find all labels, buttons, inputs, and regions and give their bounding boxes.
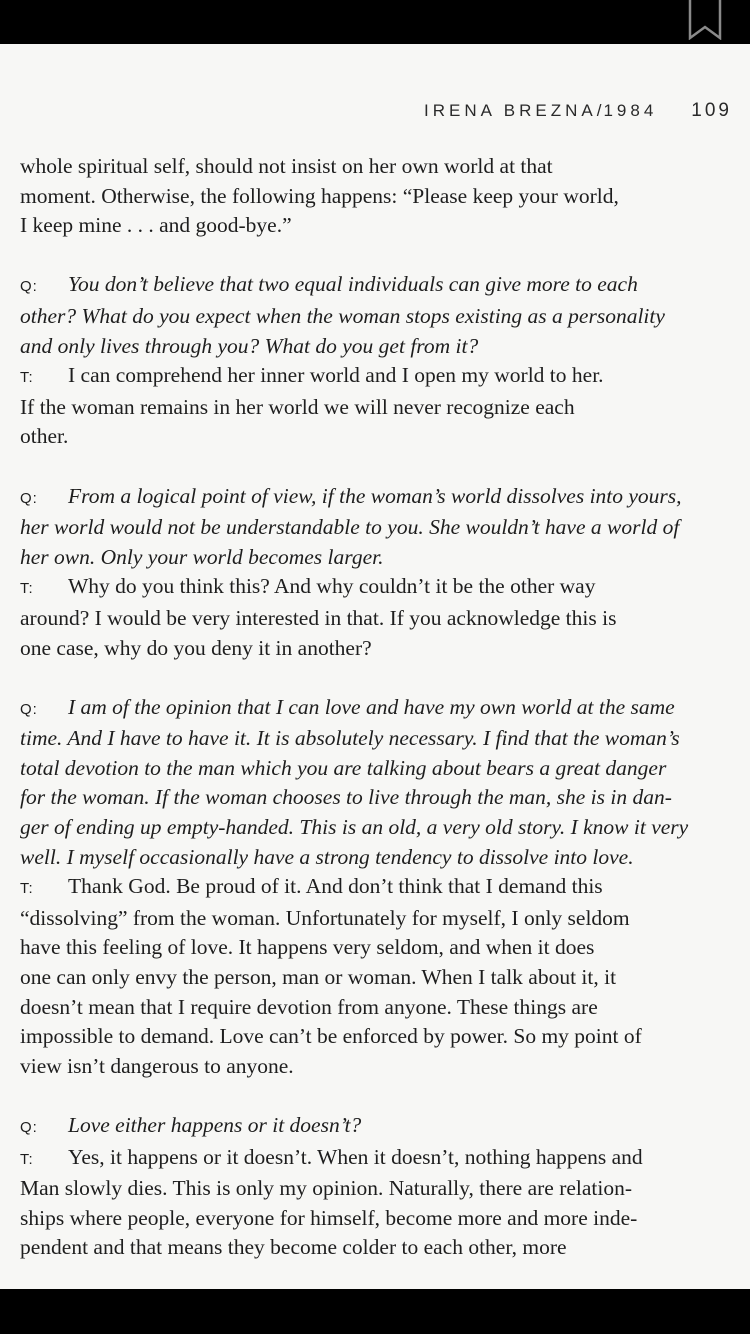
- question-tag: Q:: [20, 278, 38, 296]
- bottom-bar: [0, 1289, 750, 1334]
- question-line: [20, 754, 734, 784]
- text-line: moment. Otherwise, the following happens: “Please keep your world,: [20, 183, 619, 208]
- answer-line: [20, 634, 734, 664]
- answer-line: [20, 1174, 734, 1204]
- answer-text: Why do you think this? And why couldn’t it be the other way: [68, 574, 596, 599]
- header-separator: /: [596, 101, 604, 120]
- answer-line: [20, 361, 734, 393]
- answer-text: other.: [20, 424, 69, 449]
- question-text: and only lives through you? What do you get from it?: [20, 333, 479, 358]
- question-text: for the woman. If the woman chooses to live through the man, she is in dan-: [20, 785, 672, 810]
- answer-text: “dissolving” from the woman. Unfortunately for myself, I only seldom: [20, 905, 630, 930]
- answer-line: [20, 572, 734, 604]
- question-line: [20, 843, 734, 873]
- question-text: time. And I have to have it. It is absolutely necessary. I find that the woman’s: [20, 726, 680, 751]
- text-line: I keep mine . . . and good-bye.”: [20, 213, 292, 238]
- answer-text: have this feeling of love. It happens very seldom, and when it does: [20, 935, 595, 960]
- answer-line: [20, 904, 734, 934]
- bookmark-icon[interactable]: [688, 0, 722, 40]
- answer-text: impossible to demand. Love can’t be enforced by power. So my point of: [20, 1024, 642, 1049]
- answer-text: one can only envy the person, man or woman. When I talk about it, it: [20, 965, 617, 990]
- answer-tag: T:: [20, 880, 34, 898]
- answer-text: view isn’t dangerous to anyone.: [20, 1053, 294, 1078]
- question-tag: Q:: [20, 489, 38, 507]
- question-line: [20, 693, 734, 725]
- answer-tag: T:: [20, 580, 34, 598]
- answer-line: [20, 1233, 734, 1263]
- answer-line: [20, 422, 734, 452]
- answer-line: [20, 604, 734, 634]
- book-page[interactable]: [0, 44, 750, 1289]
- answer-line: [20, 1022, 734, 1052]
- question-line: [20, 270, 734, 302]
- question-line: [20, 813, 734, 843]
- answer-line: [20, 1143, 734, 1175]
- answer-line: [20, 1052, 734, 1082]
- answer-text: ships where people, everyone for himself, become more and more inde-: [20, 1205, 638, 1230]
- answer-tag: T:: [20, 369, 34, 387]
- question-text: I am of the opinion that I can love and have my own world at the same: [68, 694, 675, 719]
- text-line: whole spiritual self, should not insist on her own world at that: [20, 154, 553, 178]
- question-text: From a logical point of view, if the woman’s world dissolves into yours,: [68, 483, 682, 508]
- answer-line: [20, 993, 734, 1023]
- answer-text: If the woman remains in her world we will never recognize each: [20, 394, 575, 419]
- header-author: IRENA BREZNA: [424, 101, 597, 120]
- paragraph: [20, 152, 734, 241]
- question-text: her own. Only your world becomes larger.: [20, 544, 384, 569]
- qa-exchange: [20, 482, 734, 664]
- qa-exchange: [20, 1111, 734, 1263]
- answer-line: [20, 1204, 734, 1234]
- question-line: [20, 543, 734, 573]
- question-text: ger of ending up empty-handed. This is an old, a very old story. I know it very: [20, 815, 689, 840]
- question-tag: Q:: [20, 1119, 38, 1136]
- answer-text: doesn’t mean that I require devotion from anyone. These things are: [20, 994, 598, 1019]
- question-line: [20, 332, 734, 362]
- header-year: 1984: [603, 101, 658, 120]
- question-text: other? What do you expect when the woman stops existing as a personality: [20, 303, 665, 328]
- qa-exchange: [20, 270, 734, 452]
- answer-text: Man slowly dies. This is only my opinion. Naturally, there are relation-: [20, 1176, 633, 1201]
- answer-line: [20, 872, 734, 904]
- question-line: [20, 724, 734, 754]
- question-line: [20, 783, 734, 813]
- page-body: [20, 152, 734, 1289]
- question-text: well. I myself occasionally have a strong tendency to dissolve into love.: [20, 844, 634, 869]
- answer-text: one case, why do you deny it in another?: [20, 635, 372, 660]
- answer-text: I can comprehend her inner world and I open my world to her.: [68, 363, 604, 388]
- question-line: [20, 482, 734, 514]
- answer-text: Thank God. Be proud of it. And don’t think that I demand this: [68, 874, 603, 899]
- page-number: 109: [691, 100, 732, 121]
- question-text: total devotion to the man which you are talking about bears a great danger: [20, 755, 667, 780]
- running-header: [424, 100, 732, 122]
- question-text: You don’t believe that two equal individuals can give more to each: [68, 272, 638, 297]
- answer-text: Yes, it happens or it doesn’t. When it doesn’t, nothing happens and: [68, 1144, 643, 1169]
- answer-line: [20, 393, 734, 423]
- answer-line: [20, 933, 734, 963]
- question-line: [20, 513, 734, 543]
- question-line: [20, 302, 734, 332]
- answer-line: [20, 963, 734, 993]
- answer-text: around? I would be very interested in that. If you acknowledge this is: [20, 605, 617, 630]
- top-bar: [0, 0, 750, 44]
- question-text: her world would not be understandable to you. She wouldn’t have a world of: [20, 515, 680, 540]
- qa-exchange: [20, 693, 734, 1082]
- answer-text: pendent and that means they become colder to each other, more: [20, 1235, 567, 1260]
- answer-tag: T:: [20, 1150, 34, 1168]
- question-tag: Q:: [20, 700, 38, 718]
- question-line: [20, 1111, 734, 1143]
- question-text: Love either happens or it doesn’t?: [68, 1113, 362, 1137]
